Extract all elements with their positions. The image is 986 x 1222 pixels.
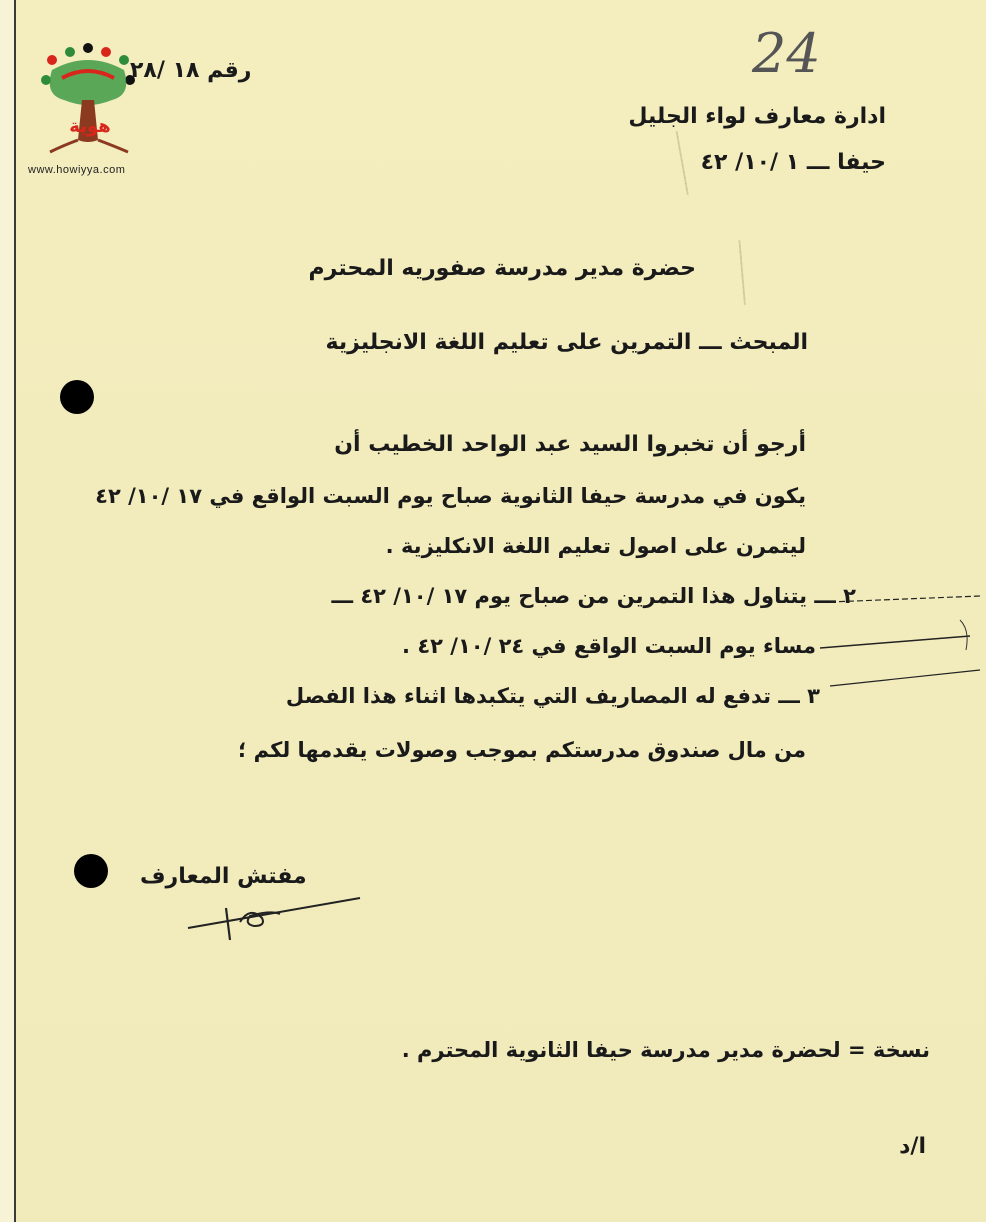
body-line: من مال صندوق مدرستكم بموجب وصولات يقدمها لكم ؛ <box>237 738 806 762</box>
body-line: يكون في مدرسة حيفا الثانوية صباح يوم السبت الواقع في ١٧ /١٠/ ٤٢ <box>95 484 806 508</box>
initials: ا/د <box>899 1134 926 1159</box>
subject-line: المبحث ـــ التمرين على تعليم اللغة الانجليزية <box>325 330 808 355</box>
tree-icon <box>41 43 135 152</box>
body-line: ليتمرن على اصول تعليم اللغة الانكليزية . <box>385 534 806 558</box>
margin-marks <box>820 590 986 690</box>
body-line: مساء يوم السبت الواقع في ٢٤ /١٠/ ٤٢ . <box>402 634 816 658</box>
body-line: أرجو أن تخبروا السيد عبد الواحد الخطيب أن <box>334 432 806 457</box>
place-date: حيفا ـــ ١ /١٠/ ٤٢ <box>700 150 886 175</box>
addressee: حضرة مدير مدرسة صفوريه المحترم <box>308 256 696 281</box>
punch-hole <box>74 854 108 888</box>
body-line: ٢ ـــ يتناول هذا التمرين من صباح يوم ١٧ /١٠/ ٤٢ ـــ <box>331 584 856 608</box>
page-number-handwritten: 24 <box>752 22 821 85</box>
office-name: ادارة معارف لواء الجليل <box>628 104 886 129</box>
copy-note: نسخة = لحضرة مدير مدرسة حيفا الثانوية المحترم . <box>401 1038 930 1062</box>
punch-hole <box>60 380 94 414</box>
signature-title: مفتش المعارف <box>140 864 307 889</box>
watermark-url: www.howiyya.com <box>28 164 126 176</box>
bleed-through: ـــــــــــ <box>733 238 763 306</box>
reference-number: رقم ١٨ /٢٨ <box>130 58 252 83</box>
bleed-through: ـــــــــــ <box>670 128 706 196</box>
logo-text: هوية <box>69 116 111 137</box>
body-line: ٣ ـــ تدفع له المصاريف التي يتكبدها اثناء هذا الفصل <box>285 684 820 708</box>
signature <box>180 888 370 948</box>
